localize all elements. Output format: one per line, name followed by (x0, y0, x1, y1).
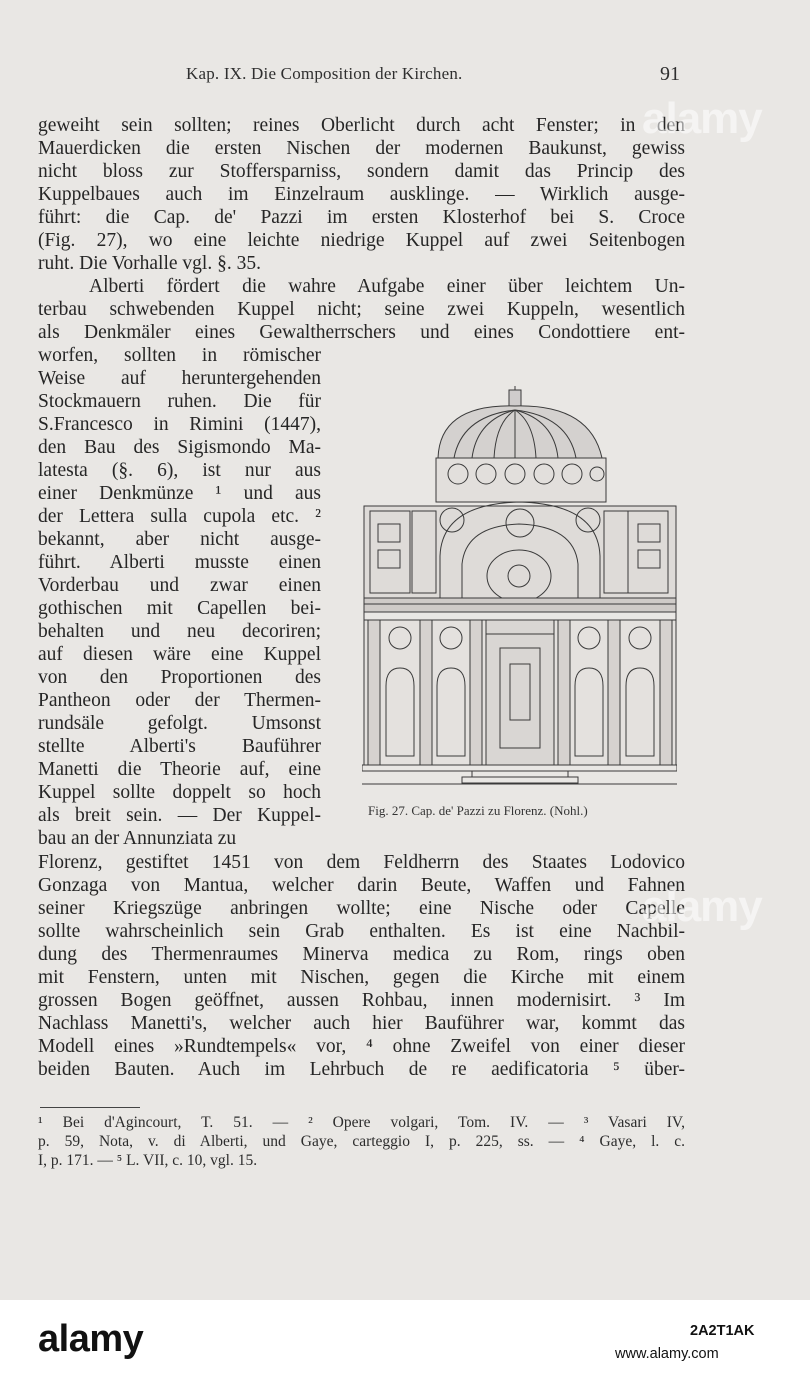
body-line: terbau schwebenden Kuppel nicht; seine zwei Kuppeln, wesentlich (38, 299, 685, 320)
body-line: (Fig. 27), wo eine leichte niedrige Kuppel auf zwei Seitenbogen (38, 230, 685, 251)
body-line: Mauerdicken die ersten Nischen der modernen Baukunst, gewiss (38, 138, 685, 159)
body-line: Modell eines »Rundtempels« vor, ⁴ ohne Zweifel von einer dieser (38, 1036, 685, 1057)
page-number: 91 (660, 63, 680, 85)
body-line: Manetti die Theorie auf, eine (38, 759, 321, 780)
body-line: mit Fenstern, unten mit Nischen, gegen die Kirche mit einem (38, 967, 685, 988)
body-line: dung des Thermenraumes Minerva medica zu Rom, rings oben (38, 944, 685, 965)
body-line: beiden Bauten. Auch im Lehrbuch de re aedificatoria ⁵ über- (38, 1059, 685, 1080)
footnote-line: p. 59, Nota, v. di Alberti, und Gaye, carteggio I, p. 225, ss. — ⁴ Gaye, l. c. (38, 1133, 685, 1150)
body-line: den Bau des Sigismondo Ma- (38, 437, 321, 458)
image-id: 2A2T1AK (690, 1323, 755, 1339)
body-line: Florenz, gestiftet 1451 von dem Feldherrn des Staates Lodovico (38, 852, 685, 873)
body-line: von den Proportionen des (38, 667, 321, 688)
body-line: Alberti fördert die wahre Aufgabe einer über leichtem Un- (89, 276, 685, 297)
alamy-logo: alamy (38, 1318, 144, 1360)
body-line: ruht. Die Vorhalle vgl. §. 35. (38, 253, 261, 274)
body-line: sollte wahrscheinlich sein Grab enthalten. Es ist eine Nachbil- (38, 921, 685, 942)
body-line: Kuppelbaues auch im Einzelraum ausklinge. — Wirklich ausge- (38, 184, 685, 205)
body-line: Vorderbau und zwar einen (38, 575, 321, 596)
body-line: rundsäle gefolgt. Umsonst (38, 713, 321, 734)
body-line: geweiht sein sollten; reines Oberlicht durch acht Fenster; in den (38, 115, 685, 136)
body-line: S.Francesco in Rimini (1447), (38, 414, 321, 435)
body-line: bau an der Annunziata zu (38, 828, 237, 849)
figure-caption: Fig. 27. Cap. de' Pazzi zu Florenz. (Nohl.) (368, 803, 588, 818)
body-line: Nachlass Manetti's, welcher auch hier Bauführer war, kommt das (38, 1013, 685, 1034)
running-header (0, 64, 810, 88)
body-line: Weise auf heruntergehenden (38, 368, 321, 389)
body-line: grossen Bogen geöffnet, aussen Rohbau, innen modernisirt. ³ Im (38, 990, 685, 1011)
body-line: führt. Alberti musste einen (38, 552, 321, 573)
body-line: Kuppel sollte doppelt so hoch (38, 782, 321, 803)
body-line: nicht bloss zur Stoffersparniss, sondern damit das Princip des (38, 161, 685, 182)
body-line: gothischen mit Capellen bei- (38, 598, 321, 619)
watermark: alamy (642, 882, 762, 931)
chapel-elevation-drawing (362, 386, 677, 791)
body-line: latesta (§. 6), ist nur aus (38, 460, 321, 481)
body-line: als breit sein. — Der Kuppel- (38, 805, 321, 826)
site-url: www.alamy.com (615, 1346, 719, 1362)
watermark: alamy (642, 94, 762, 143)
body-line: Gonzaga von Mantua, welcher darin Beute, Waffen und Fahnen (38, 875, 685, 896)
body-line: bekannt, aber nicht ausge- (38, 529, 321, 550)
body-line: auf diesen wäre eine Kuppel (38, 644, 321, 665)
footnote-line: I, p. 171. — ⁵ L. VII, c. 10, vgl. 15. (38, 1152, 258, 1169)
body-line: stellte Alberti's Bauführer (38, 736, 321, 757)
body-line: behalten und neu decoriren; (38, 621, 321, 642)
running-title: Kap. IX. Die Composition der Kirchen. (186, 64, 463, 83)
figure-pazzi-chapel (362, 386, 677, 791)
body-line: der Lettera sulla cupola etc. ² (38, 506, 321, 527)
footnote-line: ¹ Bei d'Agincourt, T. 51. — ² Opere volgari, Tom. IV. — ³ Vasari IV, (38, 1114, 685, 1131)
body-line: Stockmauern ruhen. Die für (38, 391, 321, 412)
body-line: als Denkmäler eines Gewaltherrschers und eines Condottiere ent- (38, 322, 685, 343)
body-line: einer Denkmünze ¹ und aus (38, 483, 321, 504)
body-line: worfen, sollten in römischer (38, 345, 321, 366)
body-line: führt: die Cap. de' Pazzi im ersten Klosterhof bei S. Croce (38, 207, 685, 228)
body-line: seiner Kriegszüge anbringen wollte; eine Nische oder Capelle (38, 898, 685, 919)
body-line: Pantheon oder der Thermen- (38, 690, 321, 711)
footnote-separator (40, 1107, 140, 1108)
